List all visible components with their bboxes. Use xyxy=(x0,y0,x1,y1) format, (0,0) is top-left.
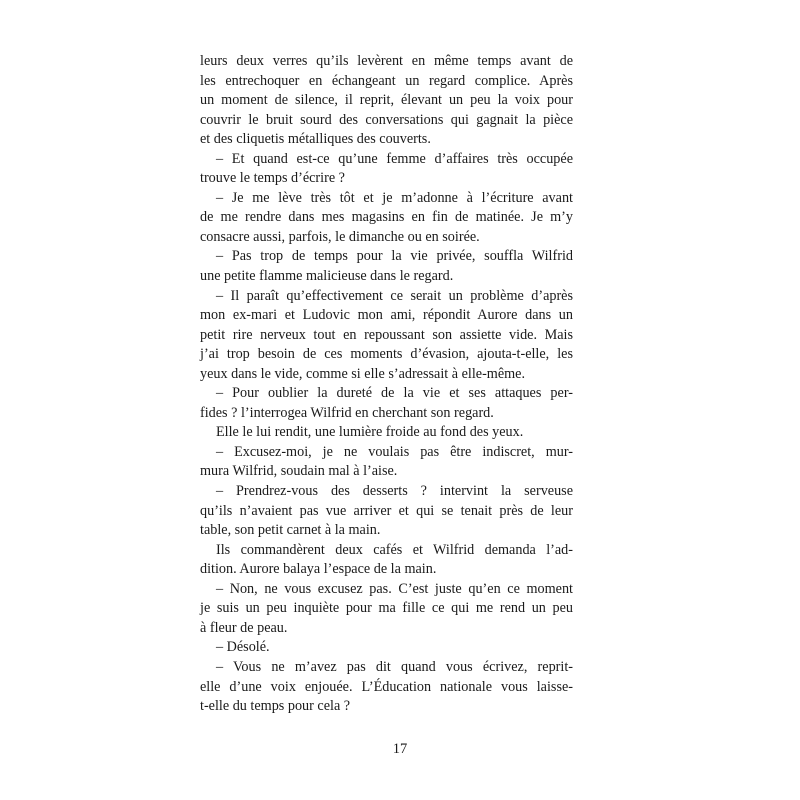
text-line: – Je me lève très tôt et je m’adonne à l’écriture avant xyxy=(216,189,573,206)
text-line: – Désolé. xyxy=(216,639,270,656)
text-line: leurs deux verres qu’ils levèrent en même temps avant de xyxy=(200,53,573,69)
text-line: Elle le lui rendit, une lumière froide au fond des yeux. xyxy=(216,424,524,441)
text-line: table, son petit carnet à la main. xyxy=(200,522,381,539)
text-line: une petite flamme malicieuse dans le regard. xyxy=(200,268,454,285)
text-line: fides ? l’interrogea Wilfrid en cherchant son regard. xyxy=(200,404,494,421)
body-text xyxy=(200,52,573,717)
text-line: qu’ils n’avaient pas vue arriver et qui se tenait près de leur xyxy=(200,502,573,519)
text-line: – Non, ne vous excusez pas. C’est juste qu’en ce moment xyxy=(216,580,573,597)
text-line: j’ai trop besoin de ces moments d’évasion, ajouta-t-elle, les xyxy=(200,346,573,363)
text-line: – Il paraît qu’effectivement ce serait un problème d’après xyxy=(216,287,573,304)
text-line: les entrechoquer en échangeant un regard complice. Après xyxy=(200,72,573,89)
text-line: – Vous ne m’avez pas dit quand vous écrivez, reprit- xyxy=(216,658,573,675)
text-line: trouve le temps d’écrire ? xyxy=(200,170,345,187)
text-line: consacre aussi, parfois, le dimanche ou en soirée. xyxy=(200,228,480,245)
text-line: – Pour oublier la dureté de la vie et ses attaques per- xyxy=(216,385,573,402)
page-number: 17 xyxy=(392,741,408,757)
text-line: mura Wilfrid, soudain mal à l’aise. xyxy=(200,463,398,480)
text-line: petit rire nerveux tout en repoussant son assiette vide. Mais xyxy=(200,326,573,343)
text-line: dition. Aurore balaya l’espace de la main. xyxy=(200,561,437,578)
text-line: – Excusez-moi, je ne voulais pas être indiscret, mur- xyxy=(216,443,573,460)
text-line: je suis un peu inquiète pour ma fille ce qui me rend un peu xyxy=(200,600,573,617)
text-line: t-elle du temps pour cela ? xyxy=(200,698,351,715)
text-line: Ils commandèrent deux cafés et Wilfrid demanda l’ad- xyxy=(216,541,573,558)
text-line: – Prendrez-vous des desserts ? intervint la serveuse xyxy=(216,483,573,500)
text-line: à fleur de peau. xyxy=(200,619,288,636)
text-line: elle d’une voix enjouée. L’Éducation nationale vous laisse- xyxy=(200,678,573,695)
text-line: yeux dans le vide, comme si elle s’adressait à elle-même. xyxy=(200,365,526,382)
text-line: et des cliquetis métalliques des couverts. xyxy=(200,131,431,148)
text-line: couvrir le bruit sourd des conversations qui gagnait la pièce xyxy=(200,111,573,128)
text-line: un moment de silence, il reprit, élevant un peu la voix pour xyxy=(200,92,573,109)
text-line: mon ex-mari et Ludovic mon ami, répondit Aurore dans un xyxy=(200,307,573,324)
text-line: – Pas trop de temps pour la vie privée, souffla Wilfrid xyxy=(216,248,573,265)
text-line: de me rendre dans mes magasins en fin de matinée. Je m’y xyxy=(200,209,573,226)
text-line: – Et quand est-ce qu’une femme d’affaires très occupée xyxy=(216,150,573,167)
